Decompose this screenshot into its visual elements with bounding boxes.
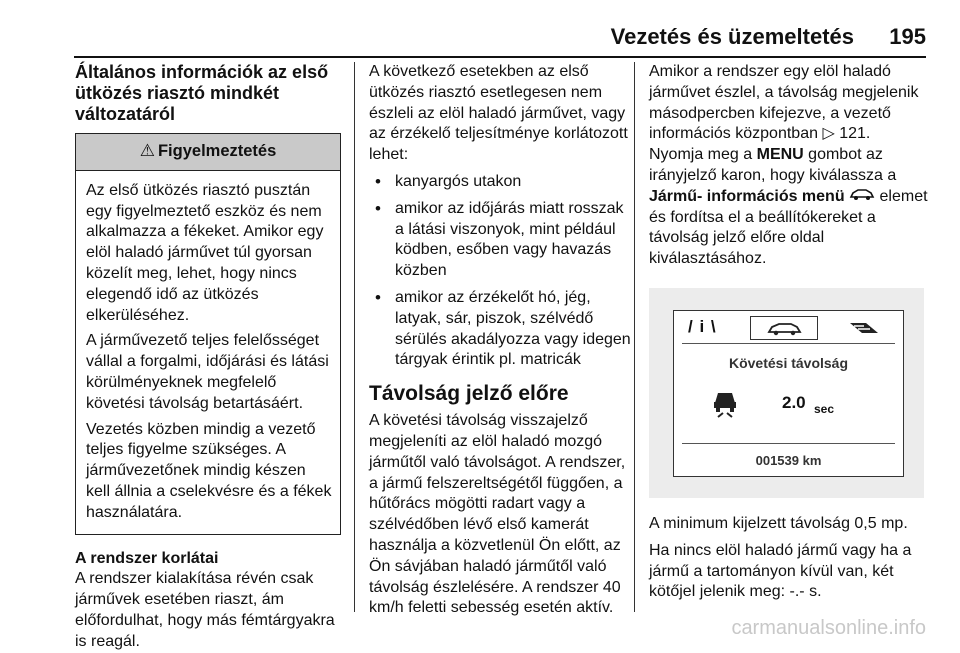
header-rule: [74, 56, 926, 58]
column-1: [75, 62, 341, 653]
instruction-text: [649, 62, 929, 270]
display-illustration: [649, 288, 924, 498]
page-title: Vezetés és üzemeltetés: [610, 24, 854, 49]
page-number: 195: [889, 24, 926, 49]
page-ref: 121. Nyomja meg a: [649, 125, 871, 164]
page-header: [0, 24, 960, 54]
column-divider: [354, 62, 355, 612]
distance-text: A követési távolság visszajelző megjeleníti az elöl haladó mozgó járműtől való távolságot. A rendszer, a jármű felszereltségétől függően, a hűtőrács mögötti radart vagy a szélvédőben lévő első kamerát használja a közvetlenül Ön előtt, az Ön sávjában haladó járműtől való távolság észlelésére. A rendszer 40 km/h feletti sebesség esetén aktív.: [369, 412, 626, 617]
watermark: carmanualsonline.info: [731, 617, 926, 639]
display-divider: [682, 443, 895, 444]
warning-box: [75, 133, 341, 535]
info-display: [673, 310, 904, 477]
warning-header: [76, 134, 340, 171]
distance-value: 2.0: [782, 392, 806, 412]
vehicle-ahead-icon: [710, 389, 740, 426]
column-3: [649, 62, 929, 603]
display-divider: [682, 343, 895, 344]
display-tabs: [682, 317, 895, 341]
instruction-part: Amikor a rendszer egy elöl haladó járművet észlel, a távolság megjelenik másodpercben kifejezve, a vezető információs központban: [649, 63, 919, 143]
warning-paragraph: Vezetés közben mindig a vezető teljes figyelme szükséges. A járművezetőnek mindig készen kell állnia a cselekvésre és a fékek használatára.: [86, 420, 332, 521]
instruction-part: elemet és fordítsa el a beállítókereket a távolság jelző előre oldal kiválasztásához.: [649, 187, 928, 268]
distance-heading: Távolság jelző előre: [369, 382, 569, 406]
section-title: Általános információk az első ütközés riasztó mindkét változatáról: [75, 62, 329, 124]
list-item: • kanyargós utakon: [369, 172, 633, 193]
intro-text: A következő esetekben az első ütközés riasztó esetlegesen nem észleli az elöl haladó járművet, vagy az érzékelő teljesítménye korlátozott lehet:: [369, 63, 628, 164]
page-ref-icon: ▷: [822, 125, 835, 143]
column-2: [369, 62, 633, 619]
trip-tab: / i \: [688, 316, 717, 336]
warning-triangle-icon: ⚠: [139, 141, 155, 160]
no-vehicle-text: Ha nincs elöl haladó jármű vagy ha a jármű a tartományon kívül van, két kötőjel jelenik meg: -.- s.: [649, 541, 912, 601]
distance-unit: sec: [814, 401, 835, 416]
limits-title: A rendszer korlátai: [75, 549, 219, 567]
vehicle-info-menu-label: Jármű- információs menü: [649, 187, 845, 205]
limits-text: A rendszer kialakítása révén csak járművek esetében riaszt, ám előfordulhat, hogy más fémtárgyakra is reagál.: [75, 570, 335, 650]
warning-body: [76, 171, 340, 534]
following-distance-label: Követési távolság: [728, 354, 849, 371]
warning-label: Figyelmeztetés: [157, 142, 277, 160]
limitations-list: [369, 172, 633, 371]
warning-paragraph: A járművezető teljes felelősséget vállal a forgalmi, időjárási és látási körülményeknek megfelelő követési távolság betartásáért.: [86, 332, 329, 412]
car-menu-icon: [849, 188, 879, 205]
odometer-readout: 001539 km: [755, 452, 822, 468]
column-divider: [634, 62, 635, 612]
instruction-part: gombot az irányjelző karon, hogy kiválassza a: [649, 146, 897, 184]
minimum-distance-text: A minimum kijelzett távolság 0,5 mp.: [649, 514, 908, 532]
list-item: • amikor az érzékelőt hó, jég, latyak, sár, piszok, szélvédő sérülés akadályozza vagy idegen tárgyak érintik pl. matricák: [369, 288, 633, 371]
vehicle-tab: [750, 316, 818, 340]
settings-tab-icon: [844, 319, 884, 344]
list-item: • amikor az időjárás miatt rosszak a látási viszonyok, mint például ködben, esőben vagy havazás közben: [369, 199, 633, 282]
menu-button-label: MENU: [756, 146, 804, 164]
warning-paragraph: Az első ütközés riasztó pusztán egy figyelmeztető eszköz és nem alkalmazza a fékeket. Amikor egy elöl haladó járművet túl gyorsan közelít meg, lehet, hogy nincs elegendő idő az ütközés elkerüléséhez.: [86, 181, 324, 324]
